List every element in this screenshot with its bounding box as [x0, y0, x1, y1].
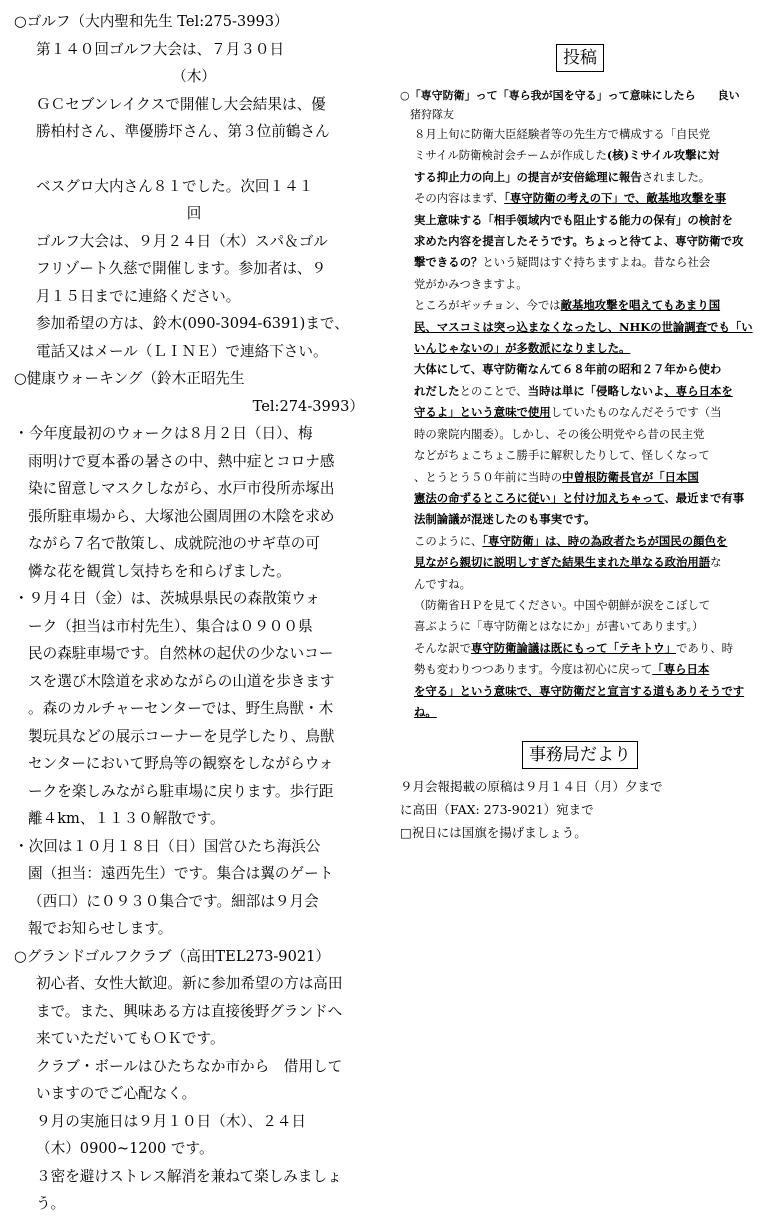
article-line	[400, 402, 760, 423]
walking-header: ○健康ウォーキング（鈴木正昭先生	[14, 370, 245, 387]
article-segment: れだした	[414, 383, 460, 398]
contribution-author: 猪狩隊友	[410, 108, 454, 121]
golf-line: ベスグロ大内さん８１でした。次回１４１	[36, 177, 314, 195]
office-line: □祝日には国旗を揚げましょう。	[400, 825, 587, 841]
golf-header: ○ゴルフ（大内聖和先生 Tel:275-3993）	[14, 13, 289, 30]
article-line: 喜ぶように「専守防衛とはなにか」が書いてあります。）	[414, 619, 704, 634]
grand-golf-line: いますのでご心配なく。	[36, 1085, 197, 1102]
walking-line: 染に留意しマスクしながら、水戸市役所赤塚出	[28, 480, 335, 497]
article-segment: 「専守防衛」は、時の為政者たちが国民の顔色を	[482, 533, 728, 548]
walking-line: センターにおいて野鳥等の観察をしながらウォ	[28, 755, 334, 772]
article-segment: 「専守防衛の考えの下」で、敵基地攻撃を事	[504, 191, 727, 206]
walking-line: 報でお知らせします。	[28, 920, 173, 937]
article-line	[400, 124, 760, 145]
walking-line: 離４km、１１３０解散です。	[28, 810, 225, 827]
article-line	[400, 531, 760, 552]
golf-line: 電話又はメール（ＬＩＮＥ）で連絡下さい。	[36, 342, 328, 360]
article-line: 求めた内容を提言したそうです。ちょっと待てよ、専守防衛で攻	[414, 234, 744, 249]
article-line	[400, 467, 760, 488]
contribution-heading-box	[400, 44, 760, 72]
article-line: 党がかみつきますよ。	[414, 276, 528, 291]
article-segment: 憲法の命ずるところに従い」と付け加えちゃって	[414, 490, 665, 505]
grand-golf-line: 初心者、女性大歓迎。新に参加希望の方は高田	[36, 975, 343, 992]
walking-line: ・９月４日（金）は、茨城県県民の森散策ウォ	[14, 590, 320, 607]
article-segment: 、最近まで有事	[664, 490, 745, 505]
article-segment: その内容はまず、	[414, 191, 505, 206]
article-line: （防衛省ＨＰを見てください。中国や朝鮮が涙をこぼして	[414, 597, 711, 612]
article-segment: 、とうとう５０年前に当時の	[414, 469, 563, 484]
article-line	[400, 552, 760, 573]
walking-line: 雨明けで夏本番の暑さの中、熱中症とコロナ感	[28, 452, 335, 470]
article-segment: 専守防衛論議は既にもって「テキトウ」	[470, 640, 677, 655]
article-line: ね。	[414, 704, 437, 719]
article-segment: ８月上旬に防衛大臣経験者等の先生方で構成する「自民党	[414, 127, 711, 141]
article-segment: とのことで、	[459, 383, 528, 398]
article-segment: 見ながら親切に説明しすぎた結果生まれた単なる政治用語	[414, 555, 711, 570]
article-segment: 、専ら日本を	[664, 383, 733, 398]
article-segment: (核)ミサイル攻撃に対	[606, 148, 720, 163]
article-line	[400, 488, 760, 509]
left-column	[14, 8, 374, 1218]
article-segment: していたものなんだそうです（当	[550, 405, 722, 420]
article-line: 民、マスコミは突っ込まなくなったし、NHKの世論調査でも「い	[414, 319, 753, 334]
article-segment: このように、	[414, 533, 483, 548]
article-segment: な	[710, 555, 722, 570]
article-segment: 敵基地攻撃を唱えてもあまり国	[560, 298, 721, 313]
article-line: を守る」という意味で、専守防衛だと宣言する道もありそうです	[414, 683, 745, 698]
walking-line: 製玩具などの展示コーナーを見学したり、鳥獣	[28, 727, 335, 745]
walking-line: ークを楽しみながら駐車場に戻ります。歩行距	[28, 782, 334, 800]
contribution-title: ○「専守防衛」って「専ら我が国を守る」って意味にしたら 良い	[400, 89, 740, 102]
article-line: んですね。	[414, 576, 471, 591]
walking-line: 憐な花を観賞し気持ちを和らげました。	[28, 562, 291, 580]
article-line	[400, 252, 760, 273]
article-segment: する抑止力の向上」の提言が安倍総理に報告	[414, 169, 642, 184]
grand-golf-line: （木）0900~1200 です。	[36, 1140, 214, 1157]
article-segment: 撃できるの？	[414, 255, 483, 270]
article-segment: ところがギッチョン、今では	[414, 298, 561, 313]
golf-line: フリゾート久慈で開催します。参加者は、９	[36, 260, 327, 277]
article-segment: ミサイル防衛検討会チームが作成した	[414, 148, 607, 163]
article-segment: 守るよ」という意味で使用	[414, 405, 551, 420]
article-line	[400, 167, 760, 188]
walking-line: 園（担当：遠西先生）です。集合は翼のゲート	[28, 865, 334, 882]
walking-line: 民の森駐車場です。自然林の起伏の少ないコー	[28, 645, 334, 662]
article-segment: という疑問はすぐ持ちますよね。昔なら社会	[482, 255, 711, 270]
article-segment: であり、時	[676, 640, 733, 655]
article-line	[400, 381, 760, 402]
golf-line: 月１５日までに連絡ください。	[36, 287, 241, 305]
golf-line: 第１４０回ゴルフ大会は、７月３０日	[36, 40, 285, 58]
grand-golf-line: クラブ・ボールはひたちなか市から 借用して	[36, 1057, 343, 1075]
article-segment: 勢も変わりつつあります。今度は初心に戻って	[414, 662, 653, 677]
article-line: 大体にして、専守防衛なんて６８年前の昭和２７年から使わ	[414, 362, 722, 377]
walking-line: （西口）に０９３０集合です。細部は９月会	[28, 892, 319, 910]
walking-line: ・次回は１０月１８日（日）国営ひたち海浜公	[14, 837, 321, 855]
walking-tel: Tel:274-3993）	[252, 397, 364, 415]
golf-line: ＧＣセブンレイクスで開催し大会結果は、優	[36, 95, 326, 113]
article-line	[400, 295, 760, 316]
article-segment: 「専ら日本	[652, 662, 710, 677]
article-segment: 当時は単に「侵略しないよ	[527, 383, 665, 398]
grand-golf-header: ○グランドゴルフクラブ（高田TEL273-9021）	[14, 947, 331, 965]
golf-line: 勝柏村さん、準優勝圷さん、第３位前鶴さん	[36, 123, 330, 140]
walking-line: ーク（担当は市村先生）、集合は０９００県	[28, 617, 313, 635]
grand-golf-line: う。	[36, 1195, 66, 1212]
golf-line: （木）	[172, 68, 216, 85]
right-column	[400, 8, 760, 844]
article-line	[400, 188, 760, 209]
office-heading-box	[400, 741, 760, 769]
grand-golf-line: ３密を避けストレス解消を兼ねて楽しみましょ	[36, 1167, 342, 1185]
golf-line: 回	[186, 205, 202, 222]
article-line	[400, 638, 760, 659]
contribution-heading: 投稿	[556, 44, 604, 72]
article-segment: そんな訳で	[414, 640, 471, 655]
walking-line: ながら７名で散策し、成就院池のサギ草の可	[28, 535, 320, 552]
article-line: いんじゃないの」が多数派になりました。	[414, 341, 631, 356]
office-line: に高田（FAX: 273-9021）宛まで	[400, 802, 594, 818]
article-line: などがちょこちょこ勝手に解釈したりして、怪しくなって	[414, 448, 710, 463]
walking-line: スを選び木陰道を求めながらの山道を歩きます	[28, 672, 335, 690]
golf-line: 参加希望の方は、鈴木(090-3094-6391)まで、	[36, 315, 349, 332]
article-line: 実上意味する「相手領域内でも阻止する能力の保有」の検討を	[414, 212, 733, 227]
grand-golf-line: ９月の実施日は９月１０日（木）、２４日	[36, 1112, 306, 1130]
office-line: ９月会報掲載の原稿は９月１４日（月）夕まで	[400, 779, 663, 795]
walking-line: 張所駐車場から、大塚池公園周囲の木陰を求め	[28, 507, 335, 525]
article-segment: 中曽根防衛長官が「日本国	[562, 469, 699, 484]
article-line: 時の衆院内閣委）。しかし、その後公明党やら昔の民主党	[414, 426, 705, 441]
article-line	[400, 659, 760, 680]
walking-line: 。森のカルチャーセンターでは、野生鳥獣・木	[28, 700, 334, 717]
grand-golf-line: まで。また、興味ある方は直接後野グランドへ	[36, 1002, 343, 1020]
walking-line: ・今年度最初のウォークは８月２日（日）、梅	[14, 425, 313, 442]
office-heading: 事務局だより	[522, 741, 638, 769]
article-segment: されました。	[641, 169, 711, 184]
article-line: 法制論議が混迷したのも事実です。	[414, 512, 596, 527]
golf-line: ゴルフ大会は、９月２４日（木）スパ＆ゴル	[36, 232, 328, 250]
grand-golf-line: 来ていただいてもＯＫです。	[36, 1030, 225, 1047]
article-line	[400, 145, 760, 166]
